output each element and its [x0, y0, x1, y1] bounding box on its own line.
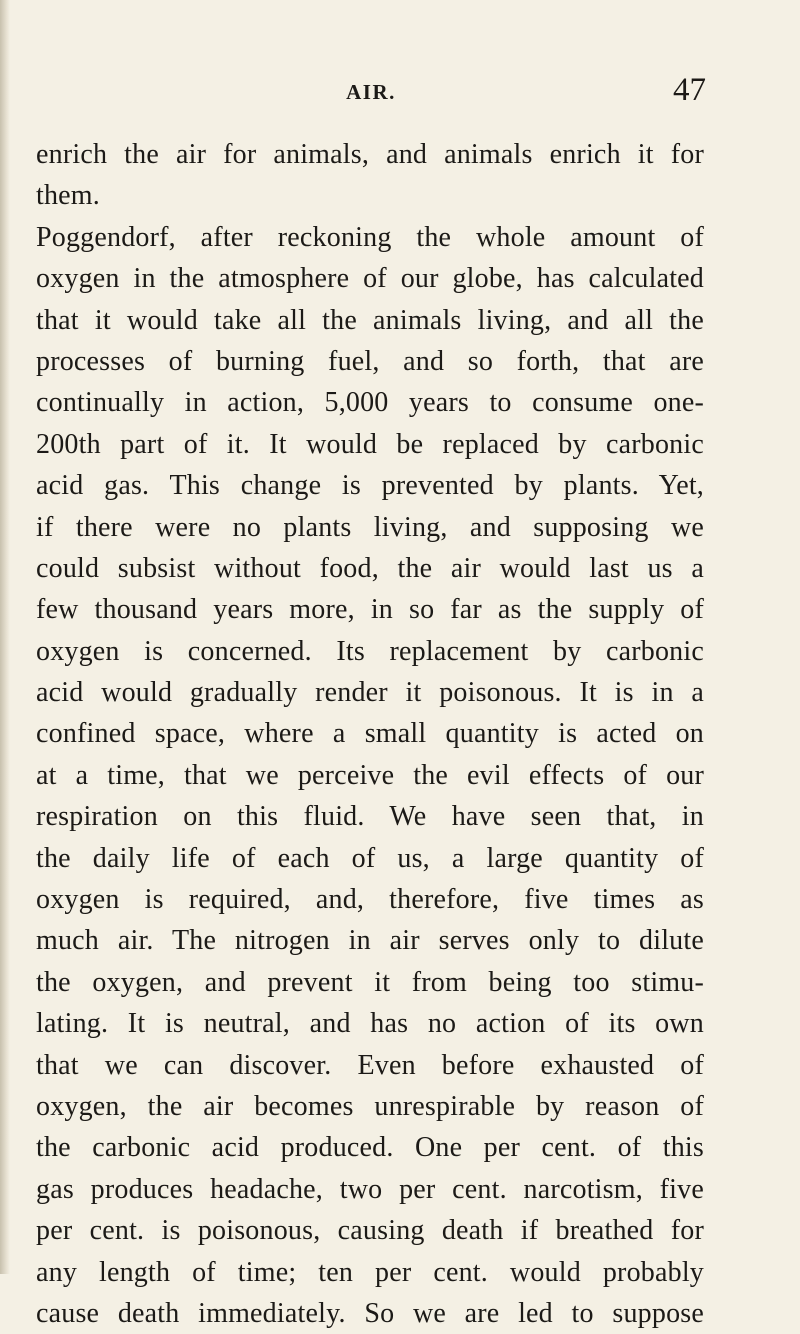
- text-line: gas produces headache, two per cent. narcotism, five: [36, 1173, 704, 1205]
- text-line: oxygen in the atmosphere of our globe, has calculated: [36, 263, 704, 295]
- text-line: the carbonic acid produced. One per cent. of this: [36, 1132, 704, 1164]
- text-line: if there were no plants living, and supposing we: [36, 511, 704, 543]
- text-line: processes of burning fuel, and so forth, that are: [36, 345, 704, 377]
- text-line: acid would gradually render it poisonous. It is in a: [36, 677, 704, 709]
- text-line: few thousand years more, in so far as the supply of: [36, 594, 704, 626]
- text-line: oxygen is concerned. Its replacement by carbonic: [36, 635, 704, 667]
- text-line: lating. It is neutral, and has no action of its own: [36, 1008, 704, 1040]
- text-line: enrich the air for animals, and animals enrich it for: [36, 139, 704, 170]
- text-line: 200th part of it. It would be replaced by carbonic: [36, 428, 704, 460]
- text-line: them.: [36, 180, 100, 212]
- text-line: oxygen is required, and, therefore, five times as: [36, 884, 704, 916]
- text-line: that it would take all the animals living, and all the: [36, 304, 704, 336]
- running-head: [36, 72, 706, 112]
- text-line: oxygen, the air becomes unrespirable by reason of: [36, 1090, 704, 1122]
- text-line: cause death immediately. So we are led to suppose: [36, 1297, 704, 1329]
- text-line: respiration on this fluid. We have seen that, in: [36, 801, 704, 833]
- page-edge: [0, 0, 10, 1274]
- text-line: continually in action, 5,000 years to consume one-: [36, 387, 704, 419]
- page-number: 47: [673, 72, 706, 108]
- text-line: confined space, where a small quantity is acted on: [36, 718, 704, 750]
- text-line: acid gas. This change is prevented by plants. Yet,: [36, 470, 704, 502]
- text-line: the daily life of each of us, a large quantity of: [36, 842, 704, 874]
- text-line: any length of time; ten per cent. would probably: [36, 1256, 704, 1288]
- text-line: that we can discover. Even before exhausted of: [36, 1049, 704, 1081]
- text-line: the oxygen, and prevent it from being too stimu-: [36, 966, 704, 998]
- text-line: Poggendorf, after reckoning the whole amount of: [36, 221, 704, 253]
- running-title: AIR.: [346, 80, 396, 104]
- text-line: much air. The nitrogen in air serves only to dilute: [36, 925, 704, 957]
- body-text: [36, 134, 704, 1334]
- text-line: at a time, that we perceive the evil effects of our: [36, 759, 704, 791]
- text-line: could subsist without food, the air would last us a: [36, 552, 704, 584]
- text-line: per cent. is poisonous, causing death if breathed for: [36, 1215, 704, 1247]
